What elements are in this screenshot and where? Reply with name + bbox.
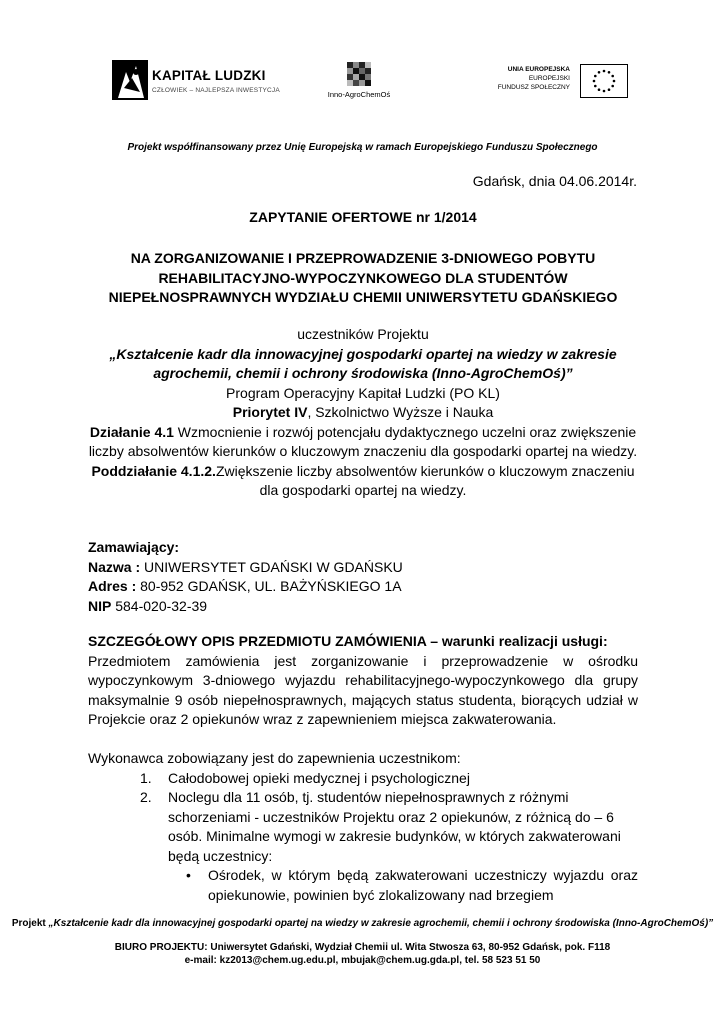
- action-label: Działanie 4.1: [89, 423, 174, 440]
- priority-label: Priorytet IV: [232, 404, 308, 420]
- inno-mosaic-icon: [347, 62, 371, 88]
- nip-value: 584-020-32-39: [111, 597, 208, 614]
- subaction-label: Poddziałanie 4.1.2.: [91, 462, 216, 479]
- project-info: [88, 325, 638, 501]
- eu-logo-text: [498, 65, 570, 92]
- kapital-ludzki-title: KAPITAŁ LUDZKI: [152, 68, 266, 83]
- contracting-heading: Zamawiający:: [88, 539, 180, 555]
- list-item-text: Ośrodek, w którym będą zakwaterowani uczestniczy wyjazdu oraz opiekunowie, powinien być zlokalizowany nad brzegiem: [208, 867, 638, 903]
- project-name: „Kształcenie kadr dla innowacyjnej gospodarki opartej na wiedzy w zakresie agrochemii, chemii i ochrony środowiska (Inno-AgroChemOś)”: [109, 345, 617, 381]
- kapital-ludzki-subtitle: CZŁOWIEK – NAJLEPSZA INWESTYCJA: [152, 87, 280, 94]
- footer-project-prefix: Projekt: [11, 918, 49, 929]
- list-item-number: 2.: [140, 789, 152, 805]
- contracting-authority: [88, 538, 638, 616]
- document-date: Gdańsk, dnia 04.06.2014r.: [472, 173, 637, 189]
- eu-line1: UNIA EUROPEJSKA: [507, 66, 570, 73]
- inno-agrochemos-logo: [326, 62, 392, 108]
- subaction-text: Zwiększenie liczby absolwentów kierunków o kluczowym znaczeniu dla gospodarki opartej na wiedzy.: [215, 462, 635, 498]
- project-intro: uczestników Projektu: [297, 326, 429, 342]
- contracting-address: [88, 577, 638, 597]
- action-text: Wzmocnienie i rozwój potencjału dydaktycznego uczelni oraz zwiększenie liczby absolwentów kierunków o kluczowym znaczeniu dla gospodarki opartej na wiedzy.: [88, 423, 638, 459]
- subject-line: NA ZORGANIZOWANIE I PRZEPROWADZENIE 3-DNIOWEGO POBYTU: [130, 250, 596, 266]
- list-item-text: Noclegu dla 11 osób, tj. studentów niepełnosprawnych z różnymi schorzeniami - uczestników Projektu oraz 2 opiekunów, z różnicą do – 6 osób. Minimalne wymogi w zakresie budynków, w których zakwaterowani będą uczestnicy:: [168, 789, 621, 864]
- cofinancing-note: Projekt współfinansowany przez Unię Europejską w ramach Europejskiego Funduszu Społecznego: [127, 142, 598, 153]
- priority: [88, 403, 638, 423]
- bullet-icon: •: [186, 867, 191, 883]
- eu-line2: EUROPEJSKI: [528, 75, 570, 82]
- list-item-number: 1.: [140, 769, 152, 786]
- nip-label: NIP: [88, 597, 112, 614]
- address-value: 80-952 GDAŃSK, UL. BAŻYŃSKIEGO 1A: [136, 578, 402, 594]
- subject-line: NIEPEŁNOSPRAWNYCH WYDZIAŁU CHEMII UNIWERSYTETU GDAŃSKIEGO: [108, 289, 618, 305]
- subject-line: REHABILITACYJNO-WYPOCZYNKOWEGO DLA STUDENTÓW: [158, 269, 568, 286]
- action: [88, 423, 638, 462]
- footer-project-name: „Kształcenie kadr dla innowacyjnej gospodarki opartej na wiedzy w zakresie agrochemii, chemii i ochrony środowiska (Inno-AgroChemOś)”: [48, 918, 714, 929]
- eu-flag-icon: [580, 64, 628, 98]
- kapital-ludzki-icon: [110, 58, 150, 102]
- kapital-ludzki-logo: [110, 58, 280, 104]
- scope-heading: SZCZEGÓŁOWY OPIS PRZEDMIOTU ZAMÓWIENIA – warunki realizacji usługi:: [88, 633, 608, 649]
- duties-list: [88, 769, 638, 867]
- inno-logo-name: Inno-AgroChemOś: [327, 90, 391, 99]
- contracting-nip: [88, 597, 638, 617]
- list-item: [88, 788, 638, 866]
- eu-logo: [480, 64, 630, 104]
- name-value: UNIWERSYTET GDAŃSKI W GDAŃSKU: [140, 558, 403, 575]
- address-label: Adres :: [88, 578, 137, 594]
- scope-text: Przedmiotem zamówienia jest zorganizowanie i przeprowadzenie w ośrodku wypoczynkowym 3-dniowego wyjazdu rehabilitacyjnego-wypoczynkowego dla grupy maksymalnie 9 osób niepełnosprawnych, mających status studenta, biorących udział w Projekcie oraz 2 opiekunów wraz z zapewnieniem miejsca zakwaterowania.: [88, 652, 638, 727]
- order-scope: [88, 632, 638, 730]
- list-item-text: Całodobowej opieki medycznej i psychologicznej: [168, 769, 470, 786]
- footer-office: BIURO PROJEKTU: Uniwersytet Gdański, Wydział Chemii ul. Wita Stwosza 63, 80-952 Gdańsk, pok. F118: [114, 942, 611, 953]
- list-item: [88, 769, 638, 789]
- page-footer: [0, 917, 725, 967]
- list-item: [88, 866, 638, 905]
- document-title: ZAPYTANIE OFERTOWE nr 1/2014: [249, 209, 477, 225]
- requirements-list: [88, 866, 638, 905]
- duties-intro: Wykonawca zobowiązany jest do zapewnienia uczestnikom:: [88, 750, 461, 766]
- program-name: Program Operacyjny Kapitał Ludzki (PO KL): [226, 384, 500, 401]
- footer-project: [0, 917, 725, 930]
- name-label: Nazwa :: [88, 558, 141, 575]
- eu-line3: FUNDUSZ SPOŁECZNY: [497, 84, 570, 91]
- subaction: [88, 462, 638, 501]
- footer-contact: e-mail: kz2013@chem.ug.edu.pl, mbujak@chem.ug.gda.pl, tel. 58 523 51 50: [184, 955, 541, 966]
- logo-header: [0, 52, 725, 112]
- document-subject: [88, 249, 638, 308]
- contracting-name: [88, 558, 638, 578]
- priority-text: , Szkolnictwo Wyższe i Nauka: [307, 404, 494, 420]
- contractor-duties: [88, 749, 638, 905]
